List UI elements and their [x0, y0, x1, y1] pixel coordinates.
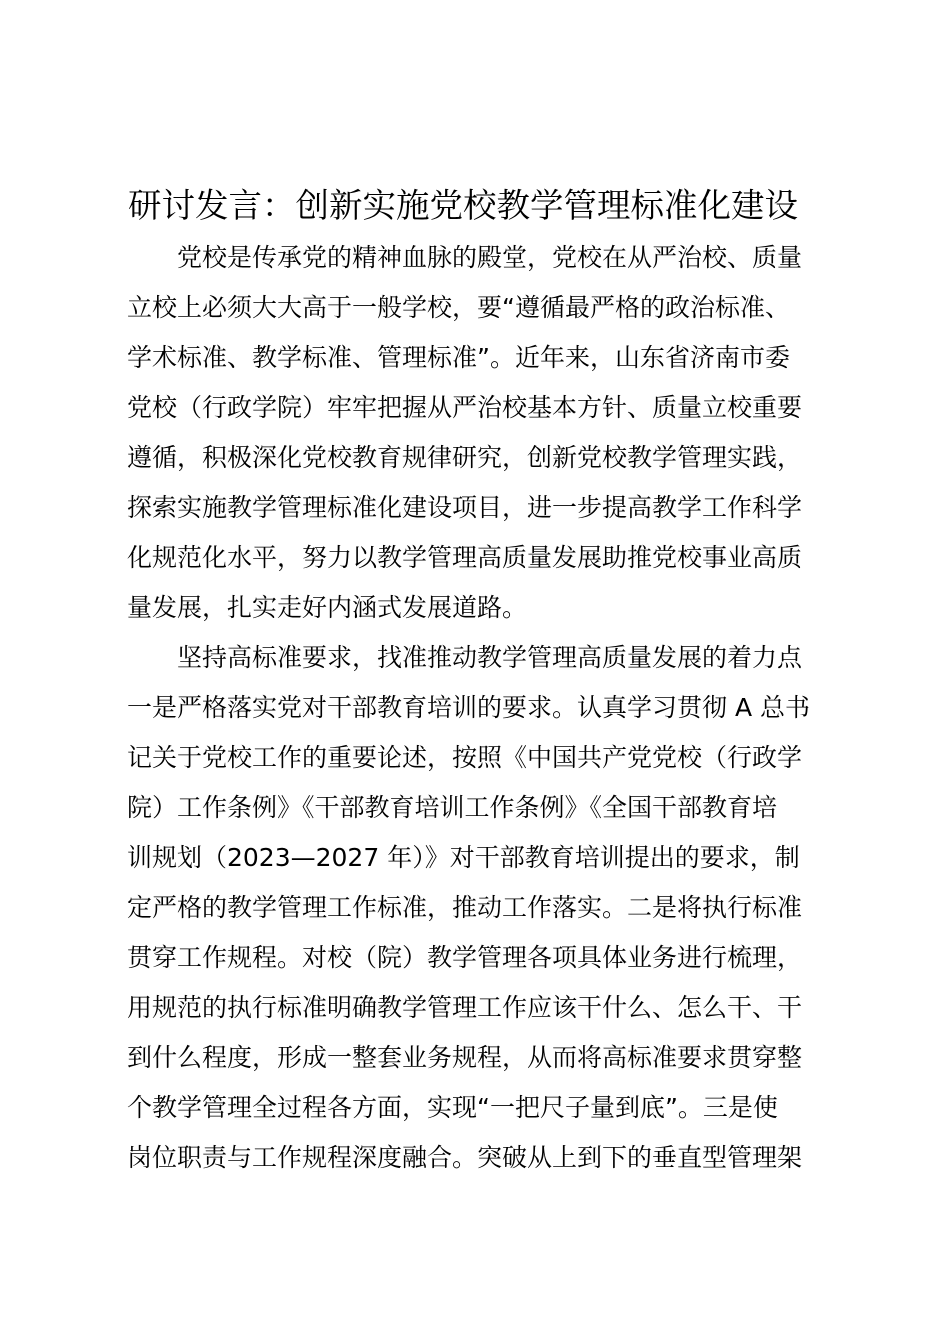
paragraph-2-line-8: 用规范的执行标准明确教学管理工作应该干什么、怎么干、干 [127, 993, 803, 1022]
paragraph-2-line-2: 一是严格落实党对干部教育培训的要求。认真学习贯彻 A 总书 [127, 693, 810, 722]
paragraph-2-line-1: 坚持高标准要求，找准推动教学管理高质量发展的着力点 [177, 643, 803, 672]
paragraph-2-line-4: 院）工作条例》《干部教育培训工作条例》《全国干部教育培 [127, 793, 778, 822]
paragraph-1-line-6: 探索实施教学管理标准化建设项目，进一步提高教学工作科学 [127, 493, 803, 522]
document-body [127, 233, 833, 1183]
paragraph-2-line-11: 岗位职责与工作规程深度融合。突破从上到下的垂直型管理架 [127, 1143, 803, 1172]
paragraph-1-line-8: 量发展，扎实走好内涵式发展道路。 [127, 593, 528, 622]
paragraph-1-line-3: 学术标准、教学标准、管理标准”。近年来，山东省济南市委 [127, 343, 790, 372]
paragraph-2-line-7: 贯穿工作规程。对校（院）教学管理各项具体业务进行梳理， [127, 943, 803, 972]
paragraph-2-line-9: 到什么程度，形成一整套业务规程，从而将高标准要求贯穿整 [127, 1043, 803, 1072]
paragraph-2-line-3: 记关于党校工作的重要论述，按照《中国共产党党校（行政学 [127, 743, 803, 772]
document-title: 研讨发言：创新实施党校教学管理标准化建设 [128, 186, 798, 225]
paragraph-1-line-1: 党校是传承党的精神血脉的殿堂，党校在从严治校、质量 [177, 243, 803, 272]
paragraph-1-line-2: 立校上必须大大高于一般学校，要“遵循最严格的政治标准、 [127, 293, 790, 322]
paragraph-1-line-5: 遵循，积极深化党校教育规律研究，创新党校教学管理实践， [127, 443, 803, 472]
paragraph-2-line-5: 训规划（2023—2027 年）》对干部教育培训提出的要求，制 [127, 843, 800, 872]
paragraph-2-line-6: 定严格的教学管理工作标准，推动工作落实。二是将执行标准 [127, 893, 803, 922]
paragraph-2-line-10: 个教学管理全过程各方面，实现“一把尺子量到底”。三是使 [127, 1093, 778, 1122]
paragraph-1-line-4: 党校（行政学院）牢牢把握从严治校基本方针、质量立校重要 [127, 393, 803, 422]
paragraph-1-line-7: 化规范化水平，努力以教学管理高质量发展助推党校事业高质 [127, 543, 803, 572]
